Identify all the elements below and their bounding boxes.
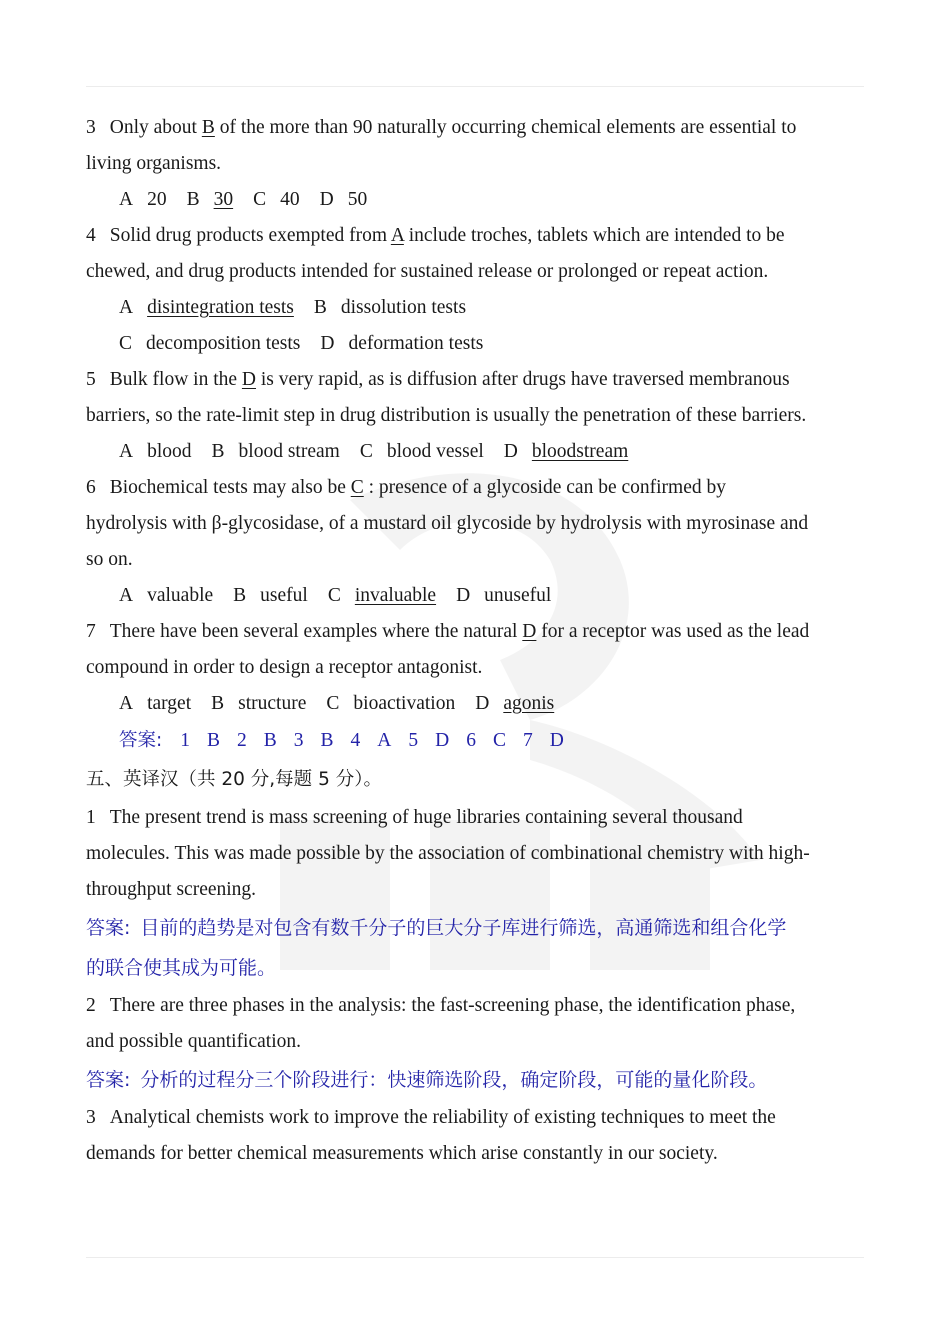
answer-key-label: 答案: [119,730,163,751]
header-rule [86,86,864,87]
question-number: 7 [86,621,96,642]
option-letter: C [119,333,133,354]
translation-line [86,836,864,872]
option-correct: 30 [213,189,234,210]
question-number: 6 [86,477,96,498]
translation-text: molecules. This was made possible by the association of combinational chemistry with high- [86,843,810,864]
option-letter: A [119,297,134,318]
translation-number: 2 [86,995,96,1016]
option-text: blood stream [238,441,340,462]
options-row [86,578,864,614]
question-line [86,614,864,650]
question-text: Solid drug products exempted from [109,225,391,246]
answer-key-item: 4 [350,730,361,751]
option-letter: B [211,693,225,714]
options-row [86,686,864,722]
question-text: There have been several examples where the natural [109,621,523,642]
question-text: chewed, and drug products intended for sustained release or prolonged or repeat action. [86,261,769,282]
translation-text: There are three phases in the analysis: the fast-screening phase, the identification phase, [109,995,796,1016]
translation-answer-line [86,948,864,988]
option-text: target [147,693,192,714]
options-row [86,326,864,362]
option-text: useful [260,585,308,606]
question-text: barriers, so the rate-limit step in drug distribution is usually the penetration of these barriers. [86,405,807,426]
question-text: Biochemical tests may also be [109,477,351,498]
option-letter: D [475,693,490,714]
document-content [86,110,864,1172]
option-text: 40 [280,189,300,210]
answer-key-item: B [263,730,277,751]
question-text: hydrolysis with β-glycosidase, of a mustard oil glycoside by hydrolysis with myrosinase and [86,513,809,534]
answer-key-item: 3 [293,730,304,751]
question-line [86,398,864,434]
question-text: : presence of a glycoside can be confirmed by [363,477,726,498]
translation-text: throughput screening. [86,879,257,900]
translation-answer-line [86,1060,864,1100]
question-line [86,110,864,146]
question-text: for a receptor was used as the lead [536,621,810,642]
answer-key-item: 6 [466,730,476,751]
translation-answer-text: 目前的趋势是对包含有数千分子的巨大分子库进行筛选，高通筛选和组合化学 [140,917,787,939]
section-title: 五、英译汉（共 20 分,每题 5 分）。 [86,769,382,790]
translation-answer-line [86,908,864,948]
answer-key-item: D [435,730,450,751]
question-text: living organisms. [86,153,222,174]
option-letter: A [119,441,134,462]
answer-key-item: 1 [180,730,190,751]
option-correct: agonis [503,693,555,714]
translation-answer-label: 答案: [86,917,131,939]
translation-number: 1 [86,807,96,828]
question-line [86,650,864,686]
options-row [86,182,864,218]
question-line [86,218,864,254]
option-letter: B [313,297,327,318]
option-letter: D [503,441,518,462]
question-line [86,542,864,578]
answer-blank: C [350,477,364,498]
question-line [86,146,864,182]
translation-answer-label: 答案: [86,1069,131,1091]
option-letter: B [186,189,200,210]
translation-answer-text: 的联合使其成为可能。 [86,957,277,979]
translation-line [86,988,864,1024]
translation-text: The present trend is mass screening of huge libraries containing several thousand [109,807,743,828]
translation-line [86,1024,864,1060]
answer-key-item: D [549,730,564,751]
option-letter: D [319,189,334,210]
question-number: 3 [86,117,96,138]
answer-key-item: 5 [408,730,419,751]
answer-blank: A [390,225,404,246]
answer-key-item: C [492,730,506,751]
option-text: dissolution tests [340,297,467,318]
translation-text: Analytical chemists work to improve the reliability of existing techniques to meet the [109,1107,776,1128]
option-letter: C [253,189,267,210]
question-text: so on. [86,549,133,570]
option-text: structure [238,693,307,714]
translation-text: demands for better chemical measurements which arise constantly in our society. [86,1143,718,1164]
option-correct: invaluable [354,585,437,606]
translation-number: 3 [86,1107,96,1128]
answer-key [86,722,864,760]
answer-blank: D [522,621,537,642]
option-text: blood [147,441,192,462]
question-text: of the more than 90 naturally occurring chemical elements are essential to [214,117,797,138]
option-letter: C [326,693,340,714]
question-text: is very rapid, as is diffusion after drugs have traversed membranous [256,369,790,390]
translation-text: and possible quantification. [86,1031,301,1052]
option-letter: C [327,585,341,606]
option-letter: B [233,585,247,606]
question-line [86,254,864,290]
question-number: 5 [86,369,96,390]
option-correct: bloodstream [531,441,629,462]
option-letter: D [456,585,471,606]
translation-line [86,1136,864,1172]
option-text: valuable [147,585,214,606]
answer-key-item: B [206,730,220,751]
answer-blank: B [201,117,215,138]
option-letter: D [320,333,335,354]
option-letter: A [119,189,134,210]
answer-key-item: B [320,730,334,751]
option-correct: disintegration tests [147,297,294,318]
question-text: compound in order to design a receptor antagonist. [86,657,483,678]
translation-line [86,872,864,908]
option-text: 20 [147,189,167,210]
question-line [86,506,864,542]
question-number: 4 [86,225,96,246]
option-text: decomposition tests [146,333,301,354]
translation-line [86,1100,864,1136]
option-letter: C [359,441,373,462]
option-letter: B [211,441,225,462]
question-text: include troches, tablets which are intended to be [403,225,785,246]
option-text: deformation tests [348,333,484,354]
footer-rule [86,1257,864,1258]
option-text: blood vessel [386,441,484,462]
answer-key-item: A [377,730,392,751]
options-row [86,290,864,326]
answer-key-item: 2 [237,730,247,751]
option-text: bioactivation [353,693,456,714]
option-letter: A [119,693,134,714]
answer-key-item: 7 [522,730,533,751]
question-text: Bulk flow in the [109,369,242,390]
question-text: Only about [109,117,202,138]
question-line [86,362,864,398]
translation-answer-text: 分析的过程分三个阶段进行：快速筛选阶段，确定阶段，可能的量化阶段。 [140,1069,768,1091]
option-letter: A [119,585,134,606]
question-line [86,470,864,506]
translation-line [86,800,864,836]
option-text: unuseful [484,585,552,606]
option-text: 50 [347,189,368,210]
answer-blank: D [241,369,257,390]
options-row [86,434,864,470]
